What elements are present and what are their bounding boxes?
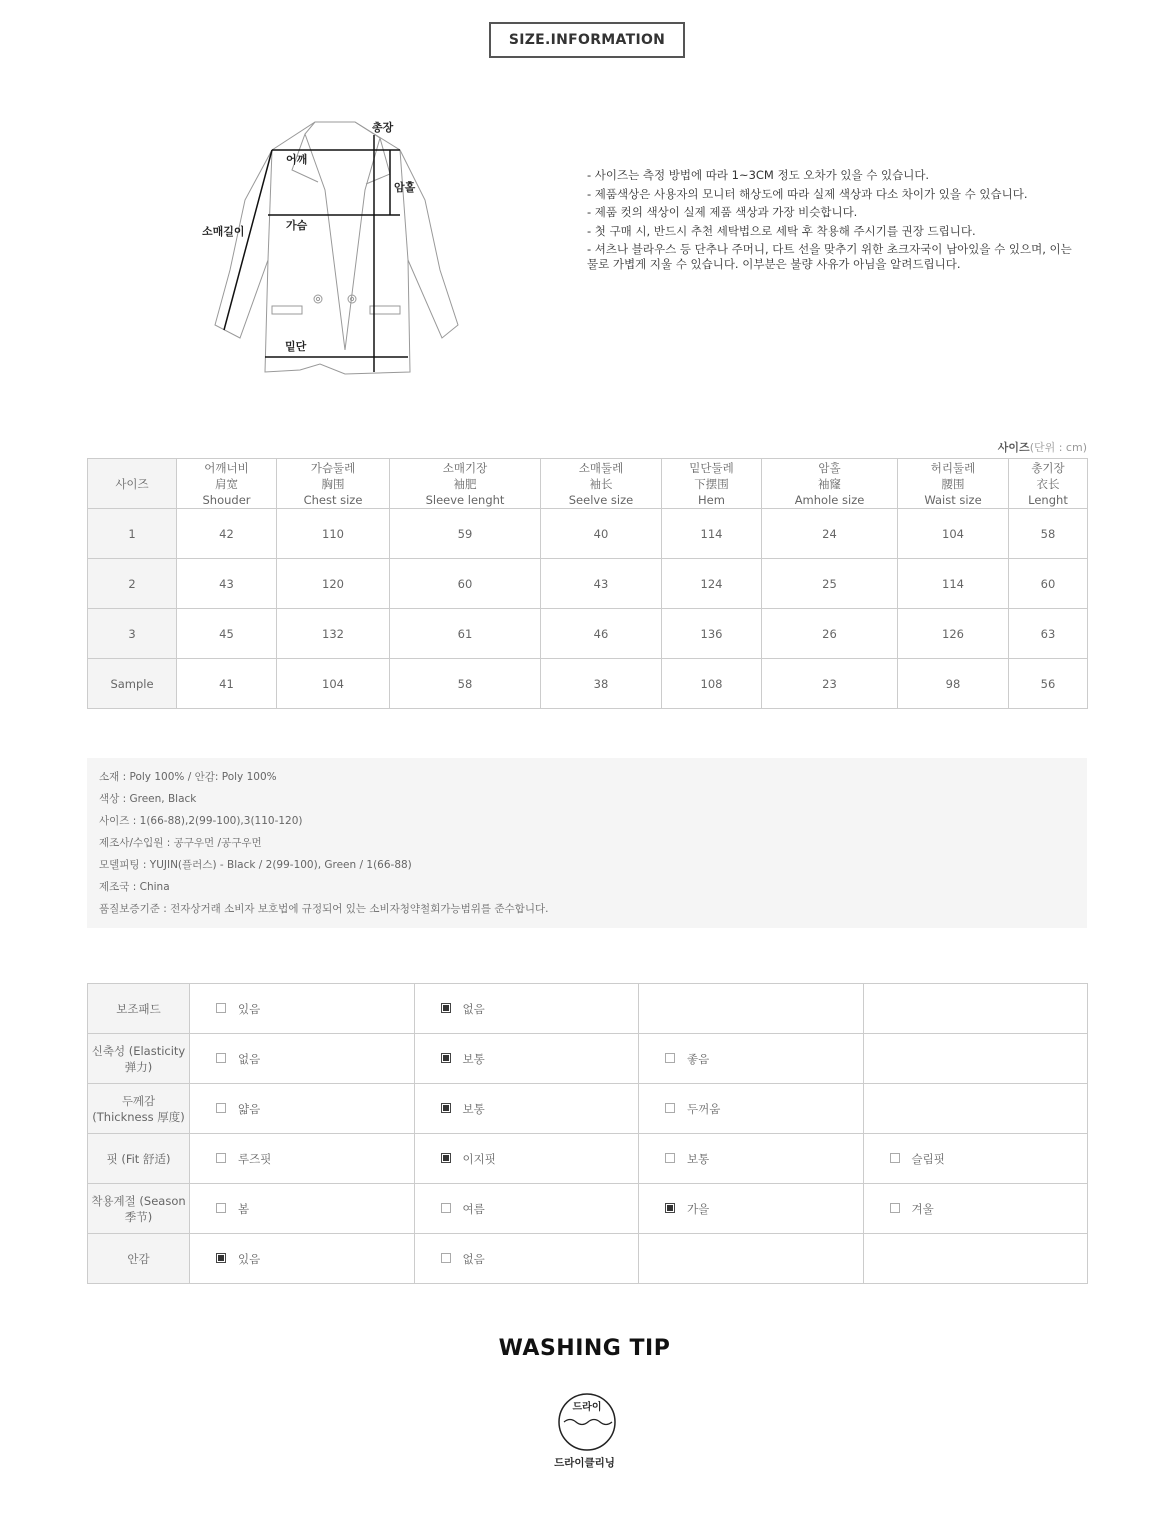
size-table — [87, 458, 1088, 709]
table-cell: 42 — [177, 509, 277, 559]
unit-label-bold: 사이즈 — [997, 441, 1030, 454]
table-row — [88, 559, 1088, 609]
checked-box-icon[interactable] — [441, 1003, 451, 1013]
attribute-row — [88, 1134, 1088, 1184]
table-cell: 59 — [390, 509, 541, 559]
table-cell: 98 — [898, 659, 1009, 709]
attribute-option[interactable] — [863, 1134, 1088, 1184]
column-header: 가슴둘레 胸围 Chest size — [277, 459, 390, 509]
attribute-option-label: 가을 — [687, 1201, 710, 1216]
info-line-color: 색상 : Green, Black — [99, 793, 197, 805]
attribute-option[interactable] — [414, 1184, 639, 1234]
note-item: - 제품 컷의 색상이 실제 제품 색상과 가장 비슷합니다. — [587, 205, 858, 219]
dry-clean-icon-text: 드라이 — [572, 1402, 602, 1413]
table-cell: 41 — [177, 659, 277, 709]
jacket-measurement-diagram — [190, 110, 480, 385]
attribute-option[interactable] — [190, 1084, 415, 1134]
table-cell: 132 — [277, 609, 390, 659]
unchecked-box-icon[interactable] — [665, 1053, 675, 1063]
empty-cell — [863, 1234, 1088, 1284]
attribute-label: 두께감 (Thickness 厚度) — [88, 1084, 190, 1134]
attribute-label: 핏 (Fit 舒适) — [88, 1134, 190, 1184]
table-cell: 126 — [898, 609, 1009, 659]
unchecked-box-icon[interactable] — [216, 1203, 226, 1213]
column-header: 소매기장 袖肥 Sleeve lenght — [390, 459, 541, 509]
checked-box-icon[interactable] — [216, 1253, 226, 1263]
label-shoulder: 어깨 — [286, 153, 308, 166]
attribute-option[interactable] — [414, 1034, 639, 1084]
info-line-model: 모델피팅 : YUJIN(플러스) - Black / 2(99-100), Green / 1(66-88) — [99, 859, 412, 871]
table-cell: 114 — [898, 559, 1009, 609]
label-sleeve-length: 소매길이 — [202, 225, 245, 238]
attribute-label: 신축성 (Elasticity 弹力) — [88, 1034, 190, 1084]
attribute-row — [88, 1184, 1088, 1234]
table-cell: 110 — [277, 509, 390, 559]
attribute-option[interactable] — [639, 1134, 864, 1184]
table-cell: 40 — [541, 509, 662, 559]
size-notes — [587, 168, 1077, 275]
jacket-illustration — [190, 110, 480, 385]
info-line-country: 제조국 : China — [99, 881, 170, 893]
attribute-option-label: 슬림핏 — [911, 1151, 945, 1166]
unchecked-box-icon[interactable] — [441, 1253, 451, 1263]
info-line-size: 사이즈 : 1(66-88),2(99-100),3(110-120) — [99, 815, 303, 827]
note-item: - 사이즈는 측정 방법에 따라 1~3CM 정도 오차가 있을 수 있습니다. — [587, 168, 930, 182]
label-armhole: 암홀 — [394, 181, 416, 194]
column-header: 밑단둘레 下摆围 Hem — [662, 459, 762, 509]
unchecked-box-icon[interactable] — [216, 1153, 226, 1163]
note-item: - 셔츠나 블라우스 등 단추나 주머니, 다트 선을 맞추기 위한 초크자국이 남아있을 수 있으며, 이는 물로 가볍게 지울 수 있습니다. 이부분은 불량 사유가 아님을 알려드립니다. — [587, 242, 1072, 271]
info-line-warranty: 품질보증기준 : 전자상거래 소비자 보호법에 규정되어 있는 소비자청약철회가능범위를 준수합니다. — [99, 903, 549, 915]
empty-cell — [863, 984, 1088, 1034]
size-table-corner: 사이즈 — [88, 459, 177, 509]
unchecked-box-icon[interactable] — [441, 1203, 451, 1213]
unit-label-rest: (단위 : cm) — [1029, 441, 1087, 454]
table-cell: 58 — [1009, 509, 1088, 559]
size-label-cell: 2 — [88, 559, 177, 609]
table-cell: 58 — [390, 659, 541, 709]
attribute-option-label: 이지핏 — [462, 1151, 496, 1166]
note-item: - 제품색상은 사용자의 모니터 해상도에 따라 실제 색상과 다소 차이가 있을 수 있습니다. — [587, 186, 1028, 201]
attribute-option-label: 여름 — [462, 1201, 485, 1216]
unit-label — [998, 439, 1087, 455]
attribute-label: 착용계절 (Season 季节) — [88, 1184, 190, 1234]
table-row — [88, 509, 1088, 559]
size-table-header-row — [88, 459, 1088, 509]
attribute-option-label: 겨울 — [911, 1201, 934, 1216]
attribute-option[interactable] — [639, 1184, 864, 1234]
attribute-row — [88, 1034, 1088, 1084]
table-cell: 24 — [762, 509, 898, 559]
table-cell: 104 — [898, 509, 1009, 559]
attribute-option-label: 있음 — [238, 1001, 261, 1016]
table-cell: 114 — [662, 509, 762, 559]
attribute-option[interactable] — [190, 1184, 415, 1234]
attribute-option-label: 루즈핏 — [238, 1151, 272, 1166]
checked-box-icon[interactable] — [441, 1053, 451, 1063]
info-line-manufacturer: 제조사/수입원 : 공구우먼 /공구우먼 — [99, 837, 262, 849]
table-cell: 45 — [177, 609, 277, 659]
size-label-cell: 1 — [88, 509, 177, 559]
empty-cell — [863, 1034, 1088, 1084]
unchecked-box-icon[interactable] — [665, 1103, 675, 1113]
attribute-option[interactable] — [190, 1234, 415, 1284]
checked-box-icon[interactable] — [441, 1103, 451, 1113]
attribute-option-label: 두꺼움 — [687, 1101, 721, 1116]
table-cell: 25 — [762, 559, 898, 609]
attribute-label: 안감 — [88, 1234, 190, 1284]
unchecked-box-icon[interactable] — [216, 1103, 226, 1113]
table-cell: 26 — [762, 609, 898, 659]
table-cell: 136 — [662, 609, 762, 659]
table-cell: 60 — [1009, 559, 1088, 609]
label-chest: 가슴 — [286, 219, 308, 232]
column-header: 암홀 袖窿 Amhole size — [762, 459, 898, 509]
unchecked-box-icon[interactable] — [890, 1203, 900, 1213]
table-cell: 43 — [541, 559, 662, 609]
attribute-table — [87, 983, 1088, 1284]
attribute-option-label: 없음 — [462, 1001, 485, 1016]
unchecked-box-icon[interactable] — [665, 1153, 675, 1163]
empty-cell — [639, 1234, 864, 1284]
unchecked-box-icon[interactable] — [216, 1003, 226, 1013]
attribute-option[interactable] — [414, 984, 639, 1034]
attribute-option-label: 얇음 — [238, 1101, 261, 1116]
washing-tip-title: WASHING TIP — [498, 1336, 671, 1361]
column-header: 총기장 衣长 Lenght — [1009, 459, 1088, 509]
note-item: - 첫 구매 시, 반드시 추천 세탁법으로 세탁 후 착용해 주시기를 권장 드립니다. — [587, 223, 976, 238]
sleeve-length-line — [224, 150, 272, 330]
column-header: 소매둘레 袖长 Seelve size — [541, 459, 662, 509]
size-information-title: SIZE.INFORMATION — [489, 22, 685, 58]
attribute-option-label: 보통 — [687, 1151, 710, 1166]
label-total-length: 총장 — [372, 121, 394, 134]
attribute-option-label: 보통 — [462, 1101, 485, 1116]
attribute-option[interactable] — [190, 1034, 415, 1084]
table-cell: 46 — [541, 609, 662, 659]
attribute-row — [88, 1084, 1088, 1134]
unchecked-box-icon[interactable] — [890, 1153, 900, 1163]
empty-cell — [863, 1084, 1088, 1134]
attribute-option[interactable] — [639, 1034, 864, 1084]
attribute-option-label: 좋음 — [687, 1051, 710, 1066]
label-hem: 밑단 — [285, 340, 307, 353]
attribute-label: 보조패드 — [88, 984, 190, 1034]
table-cell: 104 — [277, 659, 390, 709]
attribute-option[interactable] — [190, 984, 415, 1034]
product-info-box — [87, 758, 1087, 928]
attribute-option[interactable] — [863, 1184, 1088, 1234]
attribute-option-label: 보통 — [462, 1051, 485, 1066]
table-cell: 38 — [541, 659, 662, 709]
table-cell: 43 — [177, 559, 277, 609]
table-cell: 108 — [662, 659, 762, 709]
table-cell: 61 — [390, 609, 541, 659]
attribute-option-label: 없음 — [462, 1251, 485, 1266]
attribute-option[interactable] — [414, 1234, 639, 1284]
attribute-option-label: 있음 — [238, 1251, 261, 1266]
attribute-option-label: 없음 — [238, 1051, 261, 1066]
table-cell: 63 — [1009, 609, 1088, 659]
empty-cell — [639, 984, 864, 1034]
table-cell: 124 — [662, 559, 762, 609]
attribute-option[interactable] — [190, 1134, 415, 1184]
attribute-option-label: 봄 — [238, 1201, 250, 1216]
attribute-option[interactable] — [414, 1084, 639, 1134]
size-label-cell: 3 — [88, 609, 177, 659]
attribute-row — [88, 1234, 1088, 1284]
attribute-row — [88, 984, 1088, 1034]
attribute-option[interactable] — [639, 1084, 864, 1134]
table-row — [88, 659, 1088, 709]
column-header: 어깨너비 肩宽 Shouder — [177, 459, 277, 509]
dry-clean-caption: 드라이클리닝 — [554, 1457, 615, 1469]
info-line-material: 소재 : Poly 100% / 안감: Poly 100% — [99, 771, 277, 783]
table-cell: 120 — [277, 559, 390, 609]
column-header: 허리둘레 腰围 Waist size — [898, 459, 1009, 509]
table-cell: 60 — [390, 559, 541, 609]
table-cell: 23 — [762, 659, 898, 709]
attribute-option[interactable] — [414, 1134, 639, 1184]
checked-box-icon[interactable] — [441, 1153, 451, 1163]
unchecked-box-icon[interactable] — [216, 1053, 226, 1063]
checked-box-icon[interactable] — [665, 1203, 675, 1213]
table-cell: 56 — [1009, 659, 1088, 709]
table-row — [88, 609, 1088, 659]
size-label-cell: Sample — [88, 659, 177, 709]
